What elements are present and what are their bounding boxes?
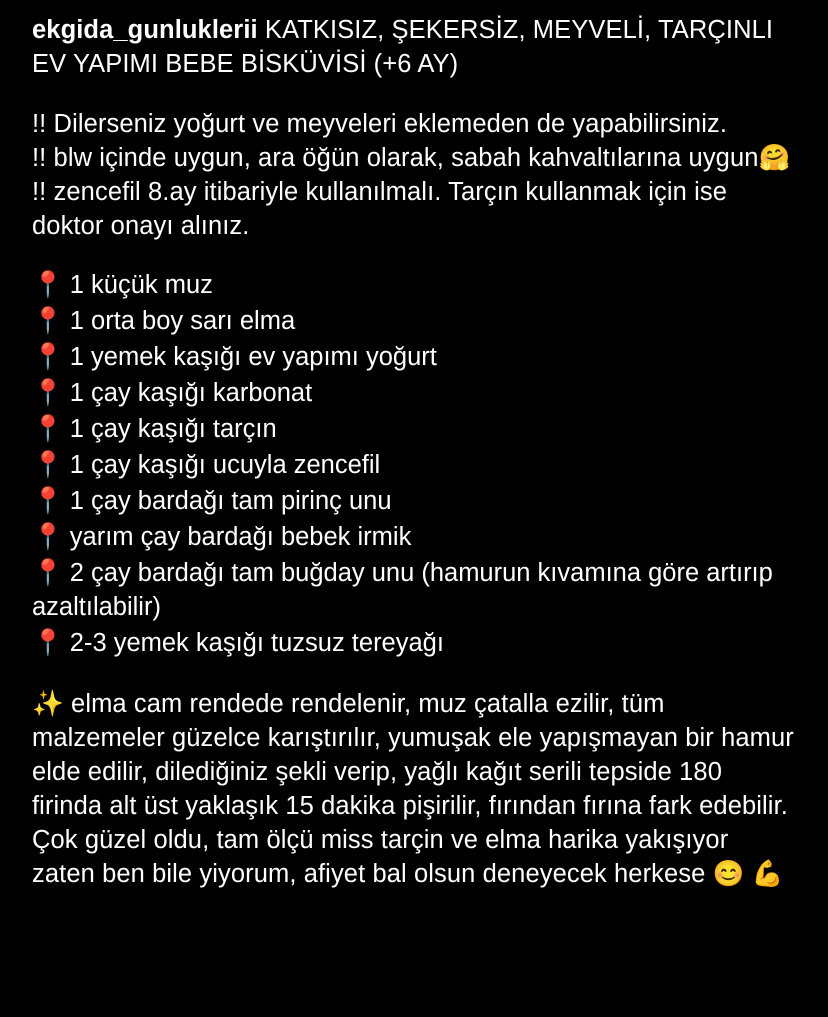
pin-icon: 📍 <box>32 557 64 588</box>
ingredient-text: 1 çay kaşığı ucuyla zencefil <box>69 450 381 479</box>
note-2: !! blw içinde uygun, ara öğün olarak, sabah kahvaltılarına uygun🤗 <box>32 143 791 172</box>
list-item <box>32 377 796 411</box>
list-item <box>32 449 796 483</box>
list-item <box>32 521 796 555</box>
method-text: elma cam rendede rendelenir, muz çatalla ezilir, tüm malzemeler güzelce karıştırılır, yumuşak ele yapışmayan bir hamur elde edilir, dilediğiniz şekli verip, yağlı kağıt serili tepside 180 firinda alt üst yaklaşık 15 dakika pişirilir, fırından fırına fark edebilir. Çok güzel oldu, tam ölçü miss tarçin ve elma harika yakışıyor zaten ben bile yiyorum, afiyet bal olsun deneyecek herkese 😊 💪 <box>32 690 794 888</box>
username-label[interactable]: ekgida_gunluklerii <box>32 16 258 44</box>
pin-icon: 📍 <box>32 449 64 480</box>
pin-icon: 📍 <box>32 306 64 337</box>
sparkles-icon: ✨ <box>32 689 64 720</box>
ingredient-text: 1 orta boy sarı elma <box>69 307 296 336</box>
ingredient-text: 2-3 yemek kaşığı tuzsuz tereyağı <box>69 628 444 657</box>
spacer-after-ingredients <box>32 662 796 688</box>
spacer-after-notes <box>32 243 796 269</box>
pin-icon: 📍 <box>32 627 64 658</box>
list-item <box>32 269 796 303</box>
list-item <box>32 341 796 375</box>
list-item <box>32 413 796 447</box>
ingredient-text: 1 çay kaşığı karbonat <box>69 379 313 408</box>
ingredient-text: 1 çay kaşığı tarçın <box>69 415 277 444</box>
post-title <box>32 14 796 48</box>
pin-icon: 📍 <box>32 414 64 445</box>
pin-icon: 📍 <box>32 521 64 552</box>
pin-icon: 📍 <box>32 378 64 409</box>
spacer-after-title <box>32 82 796 108</box>
ingredient-text: 1 küçük muz <box>69 271 213 300</box>
note-1: !! Dilerseniz yoğurt ve meyveleri eklemeden de yapabilirsiniz. <box>32 109 727 138</box>
post-title-line2: EV YAPIMI BEBE BİSKÜVİSİ (+6 AY) <box>32 49 459 78</box>
pin-icon: 📍 <box>32 485 64 516</box>
pin-icon: 📍 <box>32 270 64 301</box>
ingredient-text: 1 çay bardağı tam pirinç unu <box>69 486 392 515</box>
list-item <box>32 557 796 625</box>
method-paragraph <box>32 688 796 891</box>
ingredient-text: 2 çay bardağı tam buğday unu (hamurun kıvamına göre artırıp azaltılabilir) <box>32 558 773 621</box>
pin-icon: 📍 <box>32 342 64 373</box>
ingredient-list <box>32 269 796 660</box>
ingredient-text: 1 yemek kaşığı ev yapımı yoğurt <box>69 343 437 372</box>
note-3: !! zencefil 8.ay itibariyle kullanılmalı. Tarçın kullanmak için ise doktor onayı alınız. <box>32 177 728 240</box>
post-title-rest: KATKISIZ, ŞEKERSİZ, MEYVELİ, TARÇINLI <box>257 16 774 44</box>
list-item <box>32 305 796 339</box>
list-item <box>32 627 796 661</box>
list-item <box>32 485 796 519</box>
ingredient-text: yarım çay bardağı bebek irmik <box>69 522 412 551</box>
